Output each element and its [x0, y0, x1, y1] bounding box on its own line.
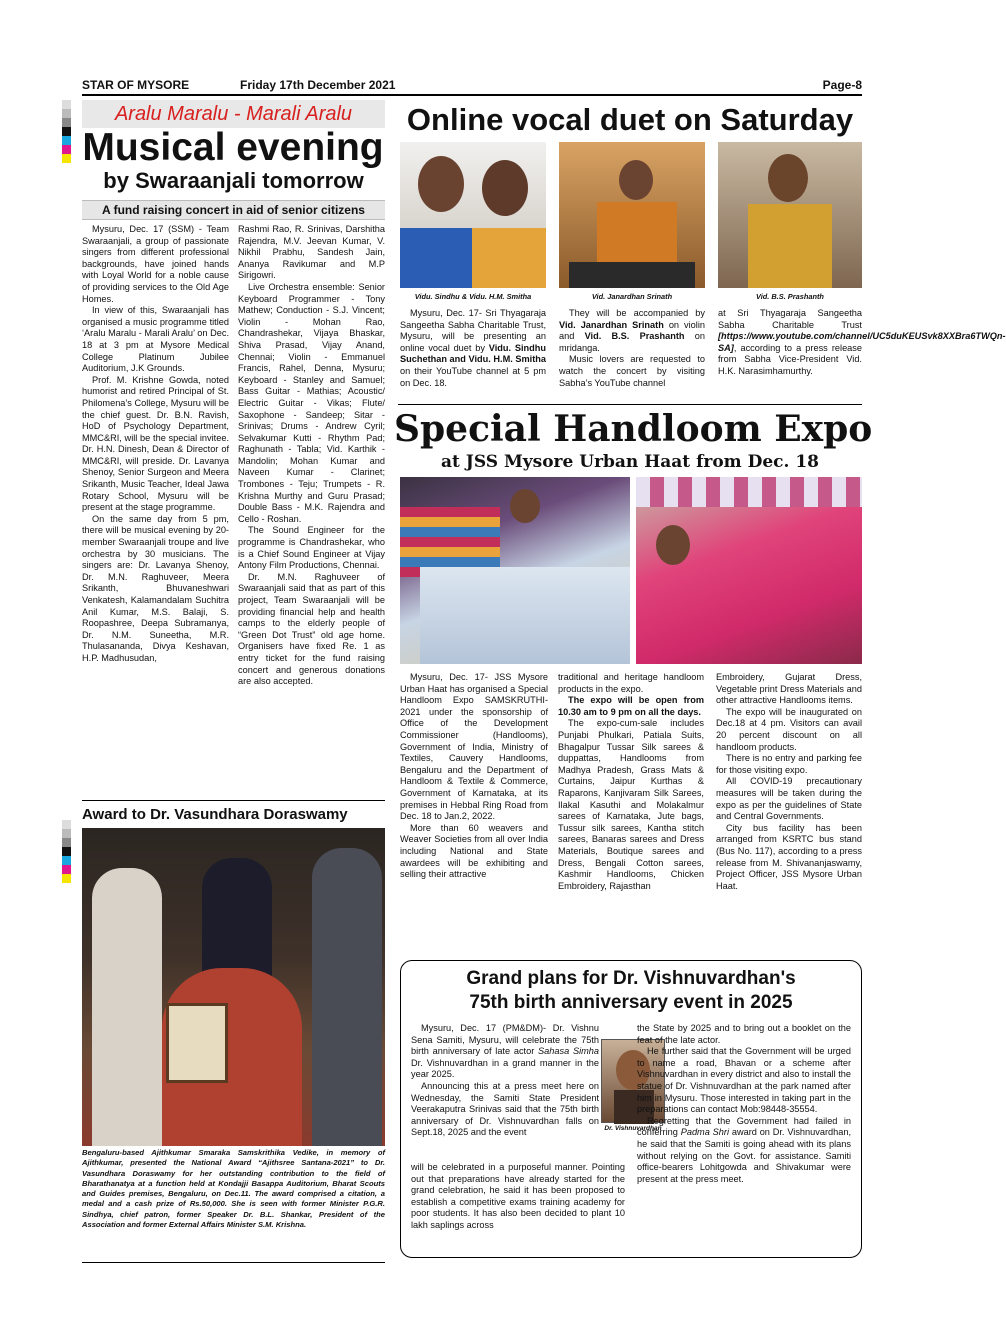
vishnu-headline-line-2: 75th birth anniversary event in 2025 [469, 992, 793, 1013]
paragraph: Embroidery, Gujarat Dress, Vegetable print Dress Materials and other attractive Handlooms items. [716, 672, 862, 706]
text: on their YouTube channel at 5 pm on Dec. 18. [400, 365, 546, 388]
text: on mridanga. [559, 331, 705, 353]
expo-headline: Special Handloom Expo [394, 408, 873, 450]
text: They will be accompanied by [569, 308, 705, 318]
text: on violin and [559, 319, 705, 342]
paragraph: The Sound Engineer for the programme is Chandrashekar, who is a Chief Sound Engineer at Vijay Antony Film Productions, Chennai. [238, 525, 385, 571]
expo-column-3 [716, 672, 862, 892]
text: , according to a press release from Sabha Vice-President Vid. H.K. Narasimhamurthy. [718, 342, 862, 376]
expo-photo-1 [400, 477, 630, 664]
duet-column-3 [718, 308, 1006, 378]
paragraph: There is no entry and parking fee for those visiting expo. [716, 753, 862, 775]
duet-caption-2: Vid. Janardhan Srinath [591, 292, 673, 301]
text: Padma Shri [680, 1127, 729, 1138]
duet-caption-3: Vid. B.S. Prashanth [756, 292, 824, 301]
paragraph: The expo will be open from 10.30 am to 9 pm on all the days. [558, 695, 704, 717]
issue-date: Friday 17th December 2021 [240, 78, 396, 92]
award-rule [82, 1262, 385, 1263]
story-divider [82, 800, 385, 801]
paragraph: All COVID-19 precautionary measures will be taken during the expo as per the guidelines of State and Central Governments. [716, 776, 862, 822]
header-rule [82, 94, 862, 96]
vishnu-headline-line-1: Grand plans for Dr. Vishnuvardhan's [466, 968, 796, 989]
text: Mysuru, Dec. 17 (PM&DM)- Dr. Vishnu Sena Samiti, Mysuru, will celebrate the 75th birth anniversary of late actor [411, 1023, 599, 1057]
paragraph: Music lovers are requested to watch the concert by visiting Sabha’s YouTube channel [559, 354, 705, 388]
vishnu-column-1-continued: will be celebrated in a purposeful manner. Pointing out that preparations have already started for the grand celebration, he said it has been proposed to establish a competitive exams training academy for poor students. It has also been decided to plant 10 lakh saplings across [411, 1162, 625, 1230]
story-kicker: Aralu Maralu - Marali Aralu [82, 100, 385, 128]
registration-mark-bottom [62, 820, 71, 883]
text: Dr. Vishnuvardhan in a grand manner in the year 2025. [411, 1057, 599, 1080]
vishnu-column-1 [411, 1023, 599, 1139]
paragraph: Live Orchestra ensemble: Senior Keyboard Programmer - Tony Mathew; Conduction - S.J. Vincent; Violin - Mohan Rao, Chandrashekar, Vijaya Bhaskar, Shiva Prasad, Vijay Anand, Chennai; Violin - Emmanuel Francis, Rahel, Denna, Mysuru; Keyboard - Stanley and Samuel; Bass Guitar - Mathias; Acoustic/ Electric Guitar - Vikas; Flute/ Saxophone - Sandeep; Sitar - Srinivas; Drums - Andrew Cyril; Selvakumar Kutti - Rhythm Pad; Raghunath - Tabla; Vid. Karthik - Mandolin; Mohan Kumar and Naveen Kumar - Clarinet; Trombones - Teju; Trumpets - R. Krishna Murthy and Guru Prasad; Double Bass - M.K. Rajendra and Cello - Roshan. [238, 281, 385, 524]
award-caption: Bengaluru-based Ajithkumar Smaraka Samskrithika Vedike, in memory of Ajithkumar, presented the National Award “Ajithsree Santana-2021” to Dr. Vasundhara Doraswamy for her outstanding contribution to the field of Bharathanatya at a function held at Kondajji Basappa Auditorium, Bharat Scouts and Guides premises, Bengaluru, on Dec.11. The award comprised a citation, a medal and a cash prize of Rs.50,000. She is seen with former Minister P.G.R. Sindhya, chief patron, former Speaker Dr. B.L. Shankar, President of the Association and former External Affairs Minister S.M. Krishna. [82, 1148, 385, 1230]
paragraph: traditional and heritage handloom products in the expo. [558, 672, 704, 694]
paragraph: Dr. M.N. Raghuveer of Swaraanjali said that as part of this project, Team Swaraanjali will be providing financial help and health camps to the elderly people of “Green Dot Trust” old age home. Organisers have fixed Re. 1 as entry ticket for the fund raising concert and generous donations are also accepted. [238, 571, 385, 687]
text: Vidu. Sindhu Suchethan and Vidu. H.M. Smitha [400, 342, 546, 365]
vishnuvardhan-photo-caption: Dr. Vishnuvardhan [604, 1125, 662, 1132]
expo-subhead: at JSS Mysore Urban Haat from Dec. 18 [441, 452, 819, 472]
paragraph: City bus facility has been arranged from KSRTC bus stand (Bus No. 117), according to a press release from M. Shivananjaswamy, Project Officer, JSS Mysore Urban Haat. [716, 822, 862, 891]
paragraph: Rashmi Rao, R. Srinivas, Darshitha Rajendra, M.V. Jeevan Kumar, V. Nikhil Prabhu, Sandesh Jain, Ananya Ravikumar and M.P Sirigowri. [238, 224, 385, 281]
duet-column-2 [559, 308, 705, 389]
text: Mysuru, Dec. 17- Sri Thyagaraja Sangeetha Sabha Charitable Trust, Mysuru, will be presenting an online vocal duet by [400, 308, 546, 353]
text: Sahasa Simha [538, 1046, 599, 1057]
story-column-2 [238, 224, 385, 688]
paper-name: STAR OF MYSORE [82, 78, 190, 92]
duet-photo-mridanga [718, 142, 862, 288]
youtube-link[interactable]: [https://www.youtube.com/channel/UC5duKEUSvk8XXBra6TWQn-SA] [718, 331, 1006, 353]
duet-photo-sisters [400, 142, 546, 288]
paragraph: The expo-cum-sale includes Punjabi Phulkari, Patiala Suits, Bhagalpur Tussar Silk sarees & duppattas, Handlooms from Madhya Pradesh, Grass Mats & Curtains, Jaipur Kurthas & Raparons, Kanjivaram Silk Sarees, Ilakal Kasuthi and Molakalmur sarees of Karnataka, Jute bags, Tussur silk sarees, Kantha stitch sarees, Banaras sarees and Dress Materials, Boutique sarees and Dress, Bengali Cotton sarees, Kashmir Handlooms, Chicken Embroidery, Rajasthan [558, 718, 704, 891]
story-subhead: by Swaraanjali tomorrow [103, 168, 364, 193]
citation-frame [166, 1003, 228, 1083]
paragraph: the State by 2025 and to bring out a booklet on the feat of the late actor. [637, 1023, 851, 1045]
vishnu-column-2 [637, 1023, 851, 1185]
paragraph: More than 60 weavers and Weaver Societies from all over India including National and State awardees will be exhibiting and selling their attractive [400, 822, 548, 880]
registration-mark-top [62, 100, 71, 163]
duet-headline: Online vocal duet on Saturday [406, 102, 854, 137]
paragraph: Mysuru, Dec. 17 (SSM) - Team Swaraanjali, a group of passionate singers from different professional backgrounds, have joined hands with Loyal World for a noble cause of providing services to the Old Age Homes. [82, 224, 229, 304]
duet-column-1 [400, 308, 546, 389]
text: award on Dr. Vishnuvardhan, he said that the Samiti is going ahead with its plans without relying on the Govt. for assistance. Samiti office-bearers Lohitgowda and Shivakumar were present at the press meet. [637, 1127, 851, 1184]
paragraph: The expo will be inaugurated on Dec.18 at 4 pm. Visitors can avail 20 percent discount on all handloom products. [716, 706, 862, 752]
text: Vid. Janardhan Srinath [559, 319, 664, 330]
paragraph: In view of this, Swaraanjali has organised a music programme titled ‘Aralu Maralu - Marali Aralu’ on Dec. 18 at 3 pm at Mysore Medical College Platinum Jubilee Auditorium, J.K Grounds. [82, 305, 229, 374]
expo-column-1 [400, 672, 548, 881]
duet-photo-violinist [559, 142, 705, 288]
text: at Sri Thyagaraja Sangeetha Sabha Charitable Trust [718, 308, 862, 330]
paragraph: Announcing this at a press meet here on Wednesday, the Samiti State President Veerakaputra Srinivas said that the 75th birth anniversary of Dr. Vishnuvardhan falls on Sept.18, 2025 and the event [411, 1080, 599, 1138]
page-number: Page-8 [822, 78, 862, 92]
award-photo [82, 828, 385, 1146]
vishnuvardhan-story-box [400, 960, 862, 1258]
paragraph: Prof. M. Krishne Gowda, noted humorist and retired Principal of St. Philomena’s College, Mysuru will be the chief guest. Dr. B.N. Ravish, HoD of Psychology Department, MMC&RI, will be the special invitee. Dr. H.N. Dinesh, Dean & Director of MMC&RI, will preside. Dr. Lavanya Shenoy, Senior Surgeon and Meera Srikanth, Music Teacher, Ideal Jawa Rotary School, Mysuru will be present at the stage programme. [82, 374, 229, 513]
text: Regretting that the Government had failed in conferring [637, 1115, 851, 1138]
story-column-1 [82, 224, 229, 665]
expo-column-2 [558, 672, 704, 892]
paragraph: He further said that the Government will be urged to name a road, Bhavan or a scheme after Vishnuvardhan in every district and also to install the statue of Dr. Vishnuvardhan at the park named after him in Mysuru. Those interested in taking part in the preparations can contact Mob:98448-35554. [637, 1046, 851, 1115]
expo-photo-2 [636, 477, 862, 664]
paragraph: Mysuru, Dec. 17- JSS Mysore Urban Haat has organised a Special Handloom Expo SAMSKRUTHI-2021 under the sponsorship of Office of the Development Commissioner (Handlooms), Government of India, Ministry of Textiles, Cauvery Handlooms, Bengaluru and the Department of Handloom & Textile & Commerce, Government of Karnataka, at its premises in Hebbal Ring Road from Dec. 18 to Jan.2, 2022. [400, 672, 548, 822]
text: Vid. B.S. Prashanth [584, 331, 685, 342]
award-headline: Award to Dr. Vasundhara Doraswamy [82, 806, 348, 823]
story-headline: Musical evening [82, 126, 384, 169]
paragraph: On the same day from 5 pm, there will be musical evening by 20-member Swaraanjali troupe and live orchestra by 30 musicians. The singers are: Dr. Lavanya Shenoy, Dr. M.N. Raghuveer, Meera Srikanth, Bhuvaneshwari Venkatesh, Kalamandalam Suchitra Anil Kumar, M.S. Balaji, S. Roopashree, Deepa Subramanya, Dr. N.M. Suneetha, M.R. Thulasananda, Divya Keshavan, H.P. Madhusudan, [82, 513, 229, 663]
duet-caption-1: Vidu. Sindhu & Vidu. H.M. Smitha [414, 292, 532, 301]
story-strap: A fund raising concert in aid of senior citizens [82, 200, 385, 220]
